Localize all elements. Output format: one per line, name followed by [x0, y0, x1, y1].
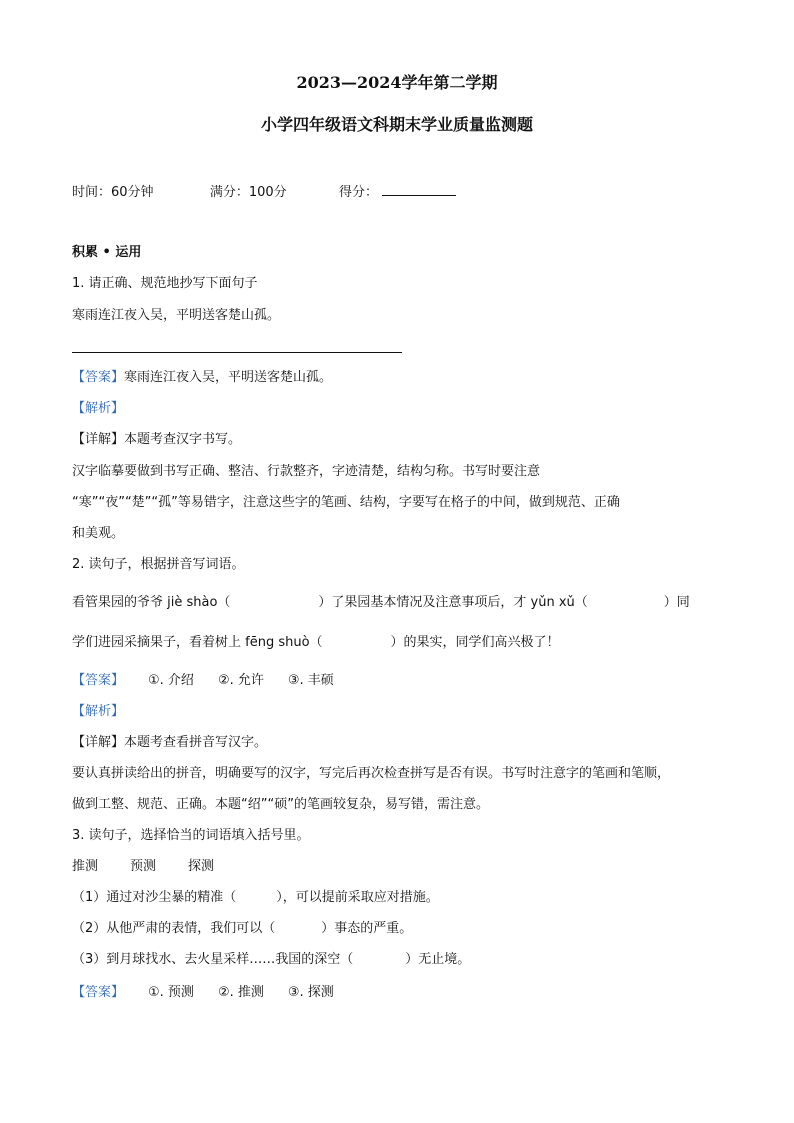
q3-item-3	[72, 951, 470, 969]
q2-text: ）了果园基本情况及注意事项后，才 yǔn xǔ（	[318, 595, 588, 610]
q2-text: 看管果园的爷爷 jiè shào（	[72, 595, 231, 610]
q3-prompt: 3. 读句子，选择恰当的词语填入括号里。	[72, 828, 310, 843]
q3-word-bank	[72, 858, 214, 876]
q1-sentence: 寒雨连江夜入吴，平明送客楚山孤。	[72, 308, 281, 323]
q2-prompt: 2. 读句子，根据拼音写词语。	[72, 557, 245, 572]
exam-subject-title: 小学四年级语文科期末学业质量监测题	[260, 115, 533, 134]
q1-detail-row	[72, 431, 241, 449]
q2-detail-2: 要认真拼读给出的拼音，明确要写的汉字，写完后再次检查拼写是否有误。书写时注意字的笔画和笔顺，	[72, 766, 671, 781]
q2-sentence-line-1	[72, 594, 690, 612]
score-blank[interactable]	[382, 183, 456, 196]
analysis-tag: 【解析】	[72, 401, 125, 416]
q3-text: （2）从他严肃的表情，我们可以（	[72, 921, 276, 936]
q3-text: （3）到月球找水、去火星采样……我国的深空（	[72, 952, 354, 967]
q2-text: ）的果实，同学们高兴极了！	[390, 635, 560, 650]
q2-sentence-line-2	[72, 634, 560, 652]
q3-item-2	[72, 920, 412, 938]
section-heading: 积累 • 运用	[72, 245, 142, 260]
q3-answer-option: ①. 预测	[148, 985, 194, 1000]
answer-tag: 【答案】	[72, 985, 125, 1000]
exam-score-label: 得分：	[338, 185, 378, 200]
q3-word: 探测	[188, 859, 215, 874]
q1-detail-1: 本题考查汉字书写。	[124, 432, 242, 447]
exam-total-score: 满分：100分	[209, 185, 287, 200]
answer-tag: 【答案】	[72, 370, 125, 385]
q1-prompt: 1. 请正确、规范地抄写下面句子	[72, 276, 258, 291]
detail-tag: 【详解】	[72, 735, 125, 750]
q2-detail-1: 本题考查看拼音写汉字。	[124, 735, 268, 750]
q1-detail-2: 汉字临摹要做到书写正确、整洁、行款整齐，字迹清楚，结构匀称。书写时要注意	[72, 464, 541, 479]
q2-answer-option: ①. 介绍	[148, 673, 194, 688]
q3-answer-option: ③. 探测	[287, 985, 334, 1000]
q3-text: ）事态的严重。	[321, 921, 413, 936]
q2-text: 学们进园采摘果子，看着树上 fēng shuò（	[72, 635, 323, 650]
q1-writing-line[interactable]	[72, 352, 402, 353]
q3-word: 推测	[72, 859, 99, 874]
exam-meta-row	[72, 183, 456, 202]
q1-detail-3: “寒”“夜”“楚”“孤”等易错字，注意这些字的笔画、结构，字要写在格子的中间，做到规范、正确	[72, 495, 620, 510]
exam-term-title: 2023—2024学年第二学期	[296, 73, 498, 92]
q2-answer-option: ②. 允许	[217, 673, 264, 688]
q2-answer-row	[72, 672, 334, 690]
q2-detail-3: 做到工整、规范、正确。本题“绍”“硕”的笔画较复杂，易写错，需注意。	[72, 797, 489, 812]
q3-answer-option: ②. 推测	[217, 985, 264, 1000]
q3-text: （1）通过对沙尘暴的精准（	[72, 890, 237, 905]
detail-tag: 【详解】	[72, 432, 125, 447]
q2-text: ）同	[663, 595, 690, 610]
answer-tag: 【答案】	[72, 673, 125, 688]
q2-answer-option: ③. 丰硕	[287, 673, 334, 688]
q1-detail-4: 和美观。	[72, 526, 125, 541]
exam-time: 时间：60分钟	[72, 185, 154, 200]
q1-answer: 寒雨连江夜入吴，平明送客楚山孤。	[124, 370, 333, 385]
q2-detail-row	[72, 734, 267, 752]
q3-text: ）无止境。	[405, 952, 471, 967]
q3-text: ），可以提前采取应对措施。	[276, 890, 439, 905]
analysis-tag: 【解析】	[72, 704, 125, 719]
q3-word: 预测	[130, 859, 157, 874]
q1-answer-row	[72, 369, 332, 387]
q3-item-1	[72, 889, 439, 907]
q3-answer-row	[72, 984, 334, 1002]
